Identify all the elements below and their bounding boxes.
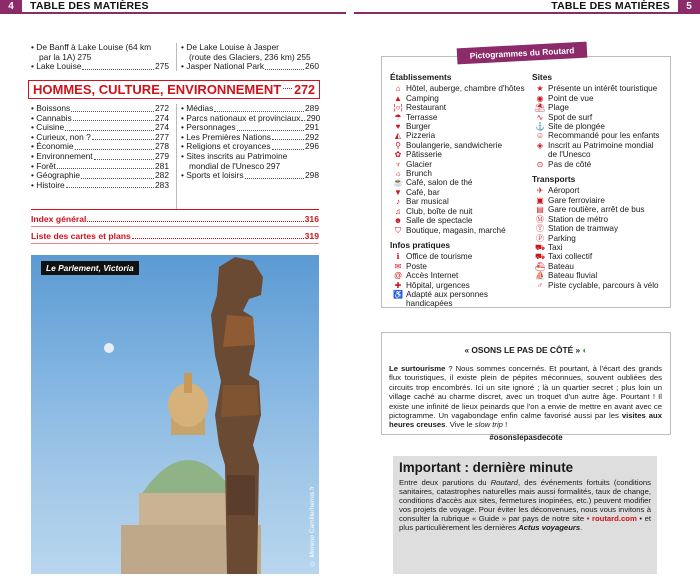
picto-item: ◭ Pizzeria: [390, 131, 532, 140]
viewpoint-icon: ◉: [536, 93, 544, 103]
picto-item: ♪ Bar musical: [390, 197, 532, 206]
picto-item: Ⓟ Parking: [532, 234, 667, 243]
children-icon: ☺: [535, 131, 545, 141]
osons-hashtag: #osonslepasdecote: [489, 432, 563, 442]
picto-item: ☼ Brunch: [390, 169, 532, 178]
restaurant-icon: ¦○¦: [393, 103, 403, 113]
hotel-icon: ⌂: [395, 84, 401, 94]
brunch-icon: ☼: [394, 169, 402, 179]
boat-icon: ⛴: [534, 261, 546, 271]
picto-item: ▣ Gare ferroviaire: [532, 196, 667, 205]
toc-entry[interactable]: • Parcs nationaux et provinciaux 290: [181, 112, 321, 123]
toc-entry[interactable]: • Les Premières Nations 292: [181, 131, 319, 142]
toc-top-right: • De Lake Louise à Jasper (route des Glaciers, 236 km) 255 • Jasper National Park 260: [181, 42, 319, 72]
picto-item: ⛵ Bateau fluvial: [532, 271, 667, 280]
picto-item: ◉ Point de vue: [532, 94, 667, 103]
metro-icon: Ⓜ: [536, 214, 544, 224]
theater-icon: ☻: [393, 216, 403, 226]
ice-cream-icon: ♆: [395, 159, 401, 169]
toc-entry[interactable]: • Personnages 291: [181, 122, 319, 133]
header-left: [0, 0, 346, 14]
osons-text: Le surtourisme ? Nous sommes concernés. Et pourtant, à l'écart des grands flux touristiques, il existe plein de pépites méconnues, souvent oubliées des circuits trop encombrés. Ici un site ignoré ; là un quartier secret ; plus loin un village caché au charme discret, avec un troquet d'un autre âge. Pourtant ! Il existe une infinité de lieux peinards que l'on a envie de mettre en avant avec ce pictogramme. Un vagabondage enfin calme favorisé aussi par les visites aux heures creuses. Vive le slow trip !: [389, 364, 662, 430]
osons-box: [381, 332, 671, 442]
picto-item: ⌂ Hôtel, auberge, chambre d'hôtes: [390, 84, 532, 93]
tram-icon: Ⓣ: [536, 224, 544, 234]
infos-heading: Infos pratiques: [390, 239, 451, 250]
picto-item: ◈ Inscrit au Patrimoine mondial de l'Unesco: [532, 141, 667, 160]
picto-item: ♫ Club, boîte de nuit: [390, 207, 532, 216]
liste-cartes-entry[interactable]: Liste des cartes et plans 319: [31, 231, 319, 241]
picto-item: ★ Présente un intérêt touristique: [532, 84, 667, 93]
toc-entry[interactable]: • Cannabis 274: [31, 112, 169, 123]
toc-entry[interactable]: • Sports et loisirs 298: [181, 170, 319, 181]
culture-list-left: [31, 104, 169, 190]
shop-icon: ⛉: [395, 225, 401, 235]
toc-entry[interactable]: • Histoire 283: [31, 179, 169, 190]
header-title-right: TABLE DES MATIÈRES: [551, 0, 670, 12]
pastry-icon: ✿: [394, 150, 402, 160]
picto-item: ⚓ Site de plongée: [532, 122, 667, 131]
toc-entry[interactable]: • De Banff à Lake Louise (64 km par la 1A) 275: [31, 42, 152, 62]
toc-entry[interactable]: • Curieux, non ? 277: [31, 131, 169, 142]
toc-entry[interactable]: • Religions et croyances 296: [181, 141, 319, 152]
toc-entry[interactable]: • Cuisine 274: [31, 122, 169, 133]
beach-icon: ⛱: [534, 103, 546, 113]
picto-item: ⛴ Bateau: [532, 262, 667, 271]
totem-illustration: [31, 255, 319, 574]
airport-icon: ✈: [536, 186, 544, 196]
pictograms-col-right: [532, 73, 667, 290]
picto-item: ☕ Café, salon de thé: [390, 178, 532, 187]
toc-entry[interactable]: • Environnement 279: [31, 150, 169, 161]
picto-item: ✈ Aéroport: [532, 186, 667, 195]
osons-title: « OSONS LE PAS DE CÔTÉ » ◐: [464, 345, 588, 355]
parking-icon: Ⓟ: [536, 233, 544, 243]
picto-item: ⛉ Boutique, magasin, marché: [390, 226, 532, 235]
picto-item: ⛟ Taxi: [532, 243, 667, 252]
picto-item: ☺ Recommandé pour les enfants: [532, 131, 667, 140]
routard-link[interactable]: • routard.com: [586, 514, 637, 524]
header-title-left: TABLE DES MATIÈRES: [30, 0, 149, 12]
star-icon: ★: [536, 84, 544, 94]
train-icon: ▣: [536, 195, 544, 205]
picto-item: ⊙ Pas de côté: [532, 160, 667, 169]
unesco-icon: ◈: [536, 140, 544, 150]
photo-caption: Le Parlement, Victoria: [41, 261, 139, 275]
photo-credit: © Moreno Camille/hemis.fr: [309, 485, 316, 566]
picto-item: ▤ Gare routière, arrêt de bus: [532, 205, 667, 214]
transports-heading: Transports: [532, 174, 576, 185]
picto-item: ✉ Poste: [390, 262, 532, 271]
bakery-icon: ⚲: [395, 140, 401, 150]
toc-entry[interactable]: • Boissons 272: [31, 103, 169, 113]
sites-heading: Sites: [532, 72, 553, 82]
picto-item: ♿ Adapté aux personnes handicapées: [390, 290, 532, 309]
toc-entry[interactable]: • Lake Louise 275: [31, 61, 169, 72]
picto-item: @ Accès Internet: [390, 271, 532, 280]
column-divider: [176, 104, 177, 210]
shared-taxi-icon: ⛟: [534, 252, 546, 262]
picto-item: Ⓣ Station de tramway: [532, 224, 667, 233]
club-icon: ♫: [395, 206, 401, 216]
header-right: [354, 0, 700, 14]
pas-de-cote-icon: ◐: [582, 345, 588, 355]
pictograms-title: Pictogrammes du Routard: [457, 42, 588, 65]
important-title: Important : dernière minute: [399, 460, 574, 475]
picto-item: ♥ Burger: [390, 122, 532, 131]
taxi-icon: ⛟: [534, 242, 546, 252]
picto-item: ∿ Spot de surf: [532, 113, 667, 122]
toc-top-left: [31, 43, 169, 72]
picto-item: ♆ Glacier: [390, 160, 532, 169]
photo-parlement: [31, 255, 319, 574]
toc-entry[interactable]: • De Lake Louise à Jasper: [181, 42, 279, 52]
bar-icon: ▼: [394, 187, 402, 197]
river-boat-icon: ⛵: [535, 271, 545, 281]
index-general-entry[interactable]: Index général 316: [31, 214, 319, 224]
toc-entry[interactable]: • Économie 278: [31, 141, 169, 152]
separator-line: [31, 209, 319, 210]
page-number-right: 5: [678, 0, 700, 13]
separator-line: [31, 243, 319, 244]
burger-icon: ♥: [395, 122, 401, 132]
toc-entry[interactable]: • Médias 289: [181, 103, 319, 113]
picto-item: ¦○¦ Restaurant: [390, 103, 532, 112]
wheelchair-icon: ♿: [393, 289, 403, 299]
picto-item: ⛱ Plage: [532, 103, 667, 112]
mail-icon: ✉: [394, 261, 402, 271]
picto-item: ✿ Pâtisserie: [390, 150, 532, 159]
picto-item: ⚲ Boulangerie, sandwicherie: [390, 141, 532, 150]
info-icon: ℹ: [396, 252, 400, 262]
picto-item: ▲ Camping: [390, 94, 532, 103]
coffee-icon: ☕: [393, 178, 403, 188]
toc-entry[interactable]: • Jasper National Park 260: [181, 61, 319, 72]
picto-item: ☂ Terrasse: [390, 113, 532, 122]
picto-item: ☻ Salle de spectacle: [390, 216, 532, 225]
picto-item: ⛟ Taxi collectif: [532, 252, 667, 261]
diving-icon: ⚓: [535, 122, 545, 132]
internet-icon: @: [393, 271, 403, 281]
picto-item: Ⓜ Station de métro: [532, 215, 667, 224]
picto-item: ℹ Office de tourisme: [390, 252, 532, 261]
important-text: Entre deux parutions du Routard, des événements fortuits (conditions sanitaires, catastrophes naturelles mais aussi formalités, taux de change, conditions d'accès aux sites, fermetures inopinées, etc.) peuvent modifier vos projets de voyage. Pour éviter les déconvenues, nous vous invitons à consulter la rubrique « Guide » par pays de notre site • routard.com • et plus particulièrement les dernières Actus voyageurs.: [399, 478, 652, 533]
pizza-icon: ◭: [394, 131, 402, 141]
section-heading[interactable]: HOMMES, CULTURE, ENVIRONNEMENT 272: [28, 80, 320, 99]
pas-de-cote-icon: ⊙: [536, 159, 544, 169]
etablissements-heading: Établissements: [390, 72, 452, 82]
pictograms-col-left: [390, 73, 532, 309]
camping-icon: ▲: [394, 93, 402, 103]
surf-icon: ∿: [536, 112, 544, 122]
toc-entry[interactable]: • Sites inscrits au Patrimoine: [181, 150, 288, 161]
toc-entry[interactable]: • Géographie 282: [31, 170, 169, 181]
picto-item: ✚ Hôpital, urgences: [390, 281, 532, 290]
hospital-icon: ✚: [394, 280, 402, 290]
important-box: [393, 456, 657, 574]
bicycle-icon: ♂: [537, 280, 543, 290]
picto-item: ♂ Piste cyclable, parcours à vélo: [532, 281, 667, 290]
bus-icon: ▤: [536, 205, 544, 215]
toc-entry[interactable]: • Forêt 281: [31, 160, 169, 171]
picto-item: ▼ Café, bar: [390, 188, 532, 197]
culture-list-right: • Médias 289 • Parcs nationaux et provinciaux 290 • Personnages 291 • Les Premières Nations 292 • Religions et croyances 296 • Sites inscrits au Patrimoine mondial de l'Unesco 297 • Sports et loisirs 298: [181, 103, 321, 181]
column-divider: [176, 43, 177, 71]
separator-line: [31, 226, 319, 227]
music-bar-icon: ♪: [396, 197, 400, 207]
terrace-icon: ☂: [394, 112, 402, 122]
page-number-left: 4: [0, 0, 22, 13]
